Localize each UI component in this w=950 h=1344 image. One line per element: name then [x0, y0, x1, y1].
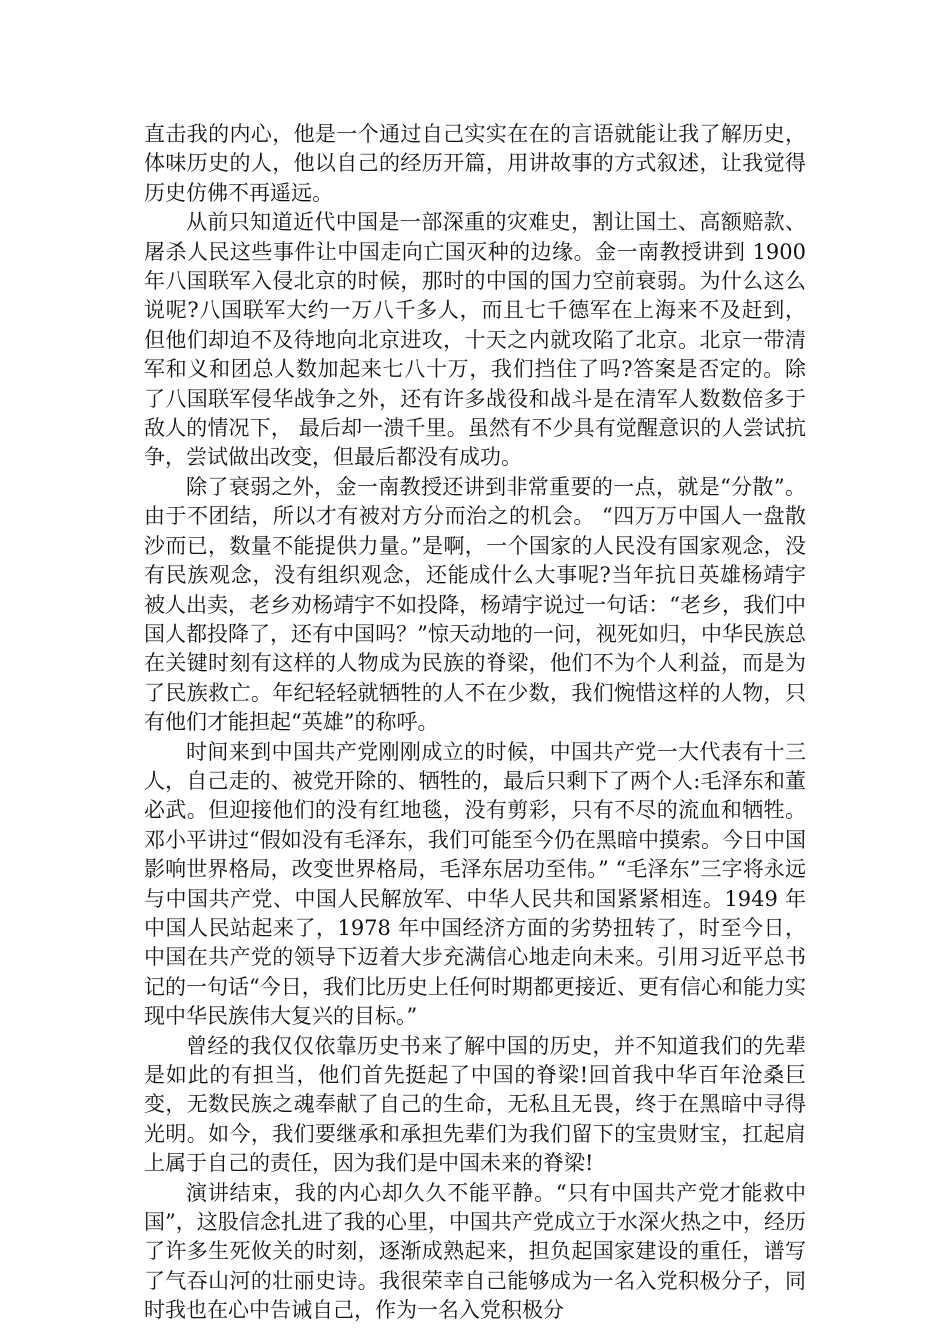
- paragraph-continuation: 直击我的内心，他是一个通过自己实实在在的言语就能让我了解历史，体味历史的人，他以自己的经历开篇，用讲故事的方式叙述，让我觉得历史仿佛不再遥远。: [144, 122, 806, 205]
- paragraph-conclusion: 演讲结束，我的内心却久久不能平静。“只有中国共产党才能救中国”，这股信念扎进了我的心里，中国共产党成立于水深火热之中，经历了许多生死攸关的时刻，逐渐成熟起来，担负起国家建设的重任，谱写了气吞山河的壮丽史诗。我很荣幸自己能够成为一名入党积极分子，同时我也在心中告诫自己，作为一名入党积极分: [144, 1180, 806, 1323]
- paragraph-party-founding: 时间来到中国共产党刚刚成立的时候，中国共产党一大代表有十三人，自己走的、被党开除的、牺牲的，最后只剩下了两个人:毛泽东和董必武。但迎接他们的没有红地毯，没有剪彩，只有不尽的流血和牺牲。邓小平讲过“假如没有毛泽东，我们可能至今仍在黑暗中摸索。今日中国影响世界格局，改变世界格局，毛泽东居功至伟。” “毛泽东”三字将永远与中国共产党、中国人民解放军、中华人民共和国紧紧相连。1949 年中国人民站起来了，1978 年中国经济方面的劣势扭转了，时至今日，中国在共产党的领导下迈着大步充满信心地走向未来。引用习近平总书记的一句话“今日，我们比历史上任何时期都更接近、更有信心和能力实现中华民族伟大复兴的目标。”: [144, 739, 806, 1029]
- paragraph-disunity: 除了衰弱之外，金一南教授还讲到非常重要的一点，就是“分散”。由于不团结，所以才有被对方分而治之的机会。 “四万万中国人一盘散沙而已，数量不能提供力量。”是啊，一个国家的人民没有国家观念，没有民族观念，没有组织观念，还能成什么大事呢?当年抗日英雄杨靖宇被人出卖，老乡劝杨靖宇不如投降，杨靖宇说过一句话：“老乡，我们中国人都投降了，还有中国吗？”惊天动地的一问，视死如归，中华民族总在关键时刻有这样的人物成为民族的脊梁，他们不为个人利益，而是为了民族救亡。年纪轻轻就牺牲的人不在少数，我们惋惜这样的人物，只有他们才能担起“英雄”的称呼。: [144, 474, 806, 735]
- document-page: [144, 120, 806, 1326]
- paragraph-modern-history: 从前只知道近代中国是一部深重的灾难史，割让国土、高额赔款、屠杀人民这些事件让中国走向亡国灭种的边缘。金一南教授讲到 1900 年八国联军入侵北京的时候，那时的中国的国力空前衰弱。为什么这么说呢?八国联军大约一万八千多人，而且七千德军在上海来不及赶到，但他们却迫不及待地向北京进攻，十天之内就攻陷了北京。北京一带清军和义和团总人数加起来七八十万，我们挡住了吗?答案是否定的。除了八国联军侵华战争之外，还有许多战役和战斗是在清军人数数倍多于敌人的情况下， 最后却一溃千里。虽然有不少具有觉醒意识的人尝试抗争，尝试做出改变，但最后都没有成功。: [144, 210, 806, 470]
- paragraph-reflection: 曾经的我仅仅依靠历史书来了解中国的历史，并不知道我们的先辈是如此的有担当，他们首先挺起了中国的脊梁!回首我中华百年沧桑巨变，无数民族之魂奉献了自己的生命，无私且无畏，终于在黑暗中寻得光明。如今，我们要继承和承担先辈们为我们留下的宝贵财宝，扛起肩上属于自己的责任，因为我们是中国未来的脊梁!: [144, 1033, 806, 1176]
